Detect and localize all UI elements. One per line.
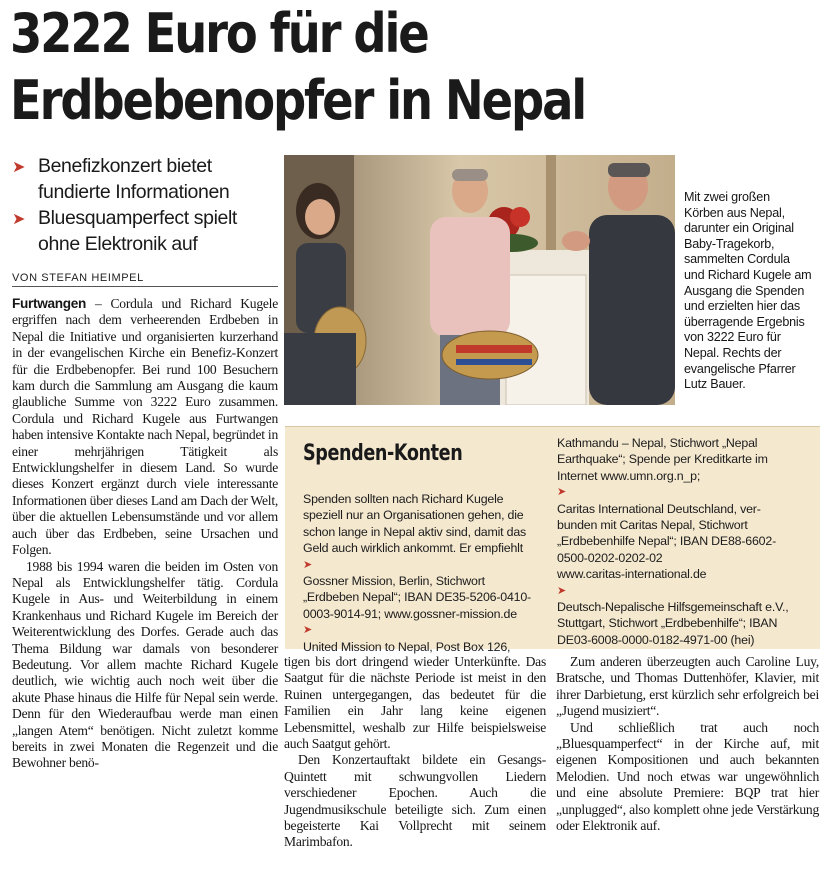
article-column-left xyxy=(12,296,278,772)
bullet-line: Benefizkonzert bietet xyxy=(38,155,212,177)
arrow-icon: ➤ xyxy=(303,558,313,571)
box-line: Gossner Mission, Berlin, Stichwort xyxy=(303,574,485,589)
box-line: Kathmandu – Nepal, Stichwort „Nepal xyxy=(557,436,758,450)
box-line-item xyxy=(303,557,551,590)
article-paragraph: Und schließlich trat auch noch „Bluesquamperfect“ in der Kirche auf, mit eigenen Kompositionen und auch bekannten Melodien. Und noch etwas war ungewöhnlich und eine absolute Premiere: BQP trat hier „unplugged“, also komplett ohne jede Verstärkung oder Elektronik auf. xyxy=(556,719,819,834)
caption-line: evangelische Pfarrer xyxy=(684,361,796,376)
headline xyxy=(10,0,708,134)
caption-line: von 3222 Euro für xyxy=(684,330,781,345)
dateline: Furtwangen xyxy=(12,296,87,311)
donation-accounts-box xyxy=(285,426,820,654)
arrow-icon: ➤ xyxy=(557,584,567,597)
box-line: Stuttgart, Stichwort „Erdbebenhilfe“; IBAN xyxy=(557,616,778,631)
bullet-line: fundierte Informationen xyxy=(38,181,230,203)
headline-line-1: 3222 Euro für die xyxy=(10,2,428,65)
box-line-item xyxy=(557,583,817,616)
arrow-icon: ➤ xyxy=(12,159,26,176)
box-line: Geld auch wirklich ankommt. Er empfiehlt xyxy=(303,541,523,556)
caption-line: und erzielten hier das xyxy=(684,299,801,314)
bullet-line: ohne Elektronik auf xyxy=(38,233,198,255)
caption-line: sammelten Cordula xyxy=(684,252,790,267)
box-line: Spenden sollten nach Richard Kugele xyxy=(303,492,504,506)
caption-line: Lutz Bauer. xyxy=(684,377,746,392)
article-column-middle xyxy=(284,654,546,851)
bullet-item xyxy=(12,153,282,205)
box-line: „Erdbeben Nepal“; IBAN DE35-5206-0410- xyxy=(303,590,531,605)
box-line-item xyxy=(557,484,817,517)
arrow-icon: ➤ xyxy=(303,624,313,637)
arrow-icon: ➤ xyxy=(557,486,567,499)
caption-line: Körben aus Nepal, xyxy=(684,205,785,220)
photo-illustration xyxy=(284,155,675,405)
box-line: Earthquake“; Spende per Kreditkarte im xyxy=(557,452,768,467)
box-line: www.caritas-international.de xyxy=(557,567,707,582)
photo-caption xyxy=(684,190,824,393)
bullet-line: Bluesquamperfect spielt xyxy=(38,207,237,229)
box-line: bunden mit Caritas Nepal, Stichwort xyxy=(557,518,748,533)
box-line: 0500-0202-0202-02 xyxy=(557,550,663,565)
caption-line: Mit zwei großen xyxy=(684,190,770,204)
caption-line: überragende Ergebnis xyxy=(684,314,805,329)
article-paragraph: Den Konzertauftakt bildete ein Gesangs-Quintett mit schwungvollen Liedern verschiedener Epochen. Auch die Jugendmusikschule beteiligte sich. Zum einen begeisterte Kai Vollprecht mit seinem Marimbafon. xyxy=(284,752,546,850)
bullet-item xyxy=(12,205,282,257)
box-line: speziell nur an Organisationen gehen, die xyxy=(303,508,524,523)
byline: VON STEFAN HEIMPEL xyxy=(12,272,278,287)
box-column-right xyxy=(557,435,817,648)
box-line-item xyxy=(303,622,551,655)
article-paragraph: 1988 bis 1994 waren die beiden im Osten von Nepal als Entwicklungshelfer tätig. Cordula Kugele in Aus- und Weiterbildung in einem Krankenhaus und Richard Kugele im Bereich der Weiterentwicklung des Dorfes. Gerade auch das Thema Bildung war damals von besonderer Bedeutung. Vor allem machte Richard Kugele deutlich, wie wichtig auch noch weit über die akute Phase hinaus die Hilfe für Nepal sein werde. Denn für den Wiederaufbau werde man einen „langen Atem“ benötigen. Nicht zuletzt komme bereits in zwei Monaten die Regenzeit und die Bewohner benö- xyxy=(12,558,278,771)
arrow-icon: ➤ xyxy=(12,211,26,228)
box-line: schon lange in Nepal aktiv sind, damit das xyxy=(303,524,527,539)
article-paragraph: tigen bis dort dringend wieder Unterkünfte. Das Saatgut für die nächste Periode ist meist in den Ruinen untergegangen, das bedeutet für die Familien ein Jahr lang keine eigenen Lebensmittel, weshalb zur Hilfe beispielsweise auch Saatgut gehört. xyxy=(284,654,546,752)
paragraph-text: – Cordula und Richard Kugele ergriffen nach dem verheerenden Erdbeben in Nepal die Initiative und organisierten kurzerhand in der evangelischen Kirche ein Benefiz-Konzert für die Erdbebenopfer. Bei rund 100 Besuchern kam durch die Sammlung am Ausgang die kaum glaubliche Summe von 3222 Euro zusammen. Cordula und Richard Kugele aus Furtwangen haben intensive Kontakte nach Nepal, begründet in einer mehrjährigen Tätigkeit als Entwicklungshelfer in diesem Land. So wurde dieses Konzert ergänzt durch viele interessante Informationen über dieses Land am Dach der Welt, über die aktuellen Lebensumstände und vor allem auch über das Erdbeben, seine Ursachen und Folgen. xyxy=(12,296,278,558)
box-line: 0003-9014-91; www.gossner-mission.de xyxy=(303,606,517,621)
headline-line-2: Erdbebenopfer in Nepal xyxy=(10,69,586,132)
caption-line: Nepal. Rechts der xyxy=(684,345,782,360)
box-line: United Mission to Nepal, Post Box 126, xyxy=(303,639,511,654)
box-line: „Erdbebenhilfe Nepal“; IBAN DE88-6602- xyxy=(557,534,776,549)
box-line: DE03-6008-0000-0182-4971-00 (hei) xyxy=(557,632,755,647)
article-paragraph xyxy=(12,296,278,559)
box-line: Internet www.umn.org.n_p; xyxy=(557,468,701,483)
caption-line: Ausgang die Spenden xyxy=(684,283,805,298)
article-column-right xyxy=(556,654,819,834)
caption-line: darunter ein Original xyxy=(684,221,794,236)
concert-photo xyxy=(284,155,675,405)
article-paragraph: Zum anderen überzeugten auch Caroline Luy, Bratsche, und Thomas Duttenhöfer, Klavier, mit ihrer Darbietung, erst kürzlich sehr erfolgreich bei „Jugend musiziert“. xyxy=(556,654,819,719)
box-title: Spenden-Konten xyxy=(303,441,463,466)
box-column-left xyxy=(303,491,551,655)
box-line: Caritas International Deutschland, ver- xyxy=(557,501,761,516)
subheadline-bullets xyxy=(12,153,282,257)
box-line: Deutsch-Nepalische Hilfsgemeinschaft e.V., xyxy=(557,600,789,615)
caption-line: Baby-Tragekorb, xyxy=(684,236,775,251)
caption-line: und Richard Kugele am xyxy=(684,267,812,282)
